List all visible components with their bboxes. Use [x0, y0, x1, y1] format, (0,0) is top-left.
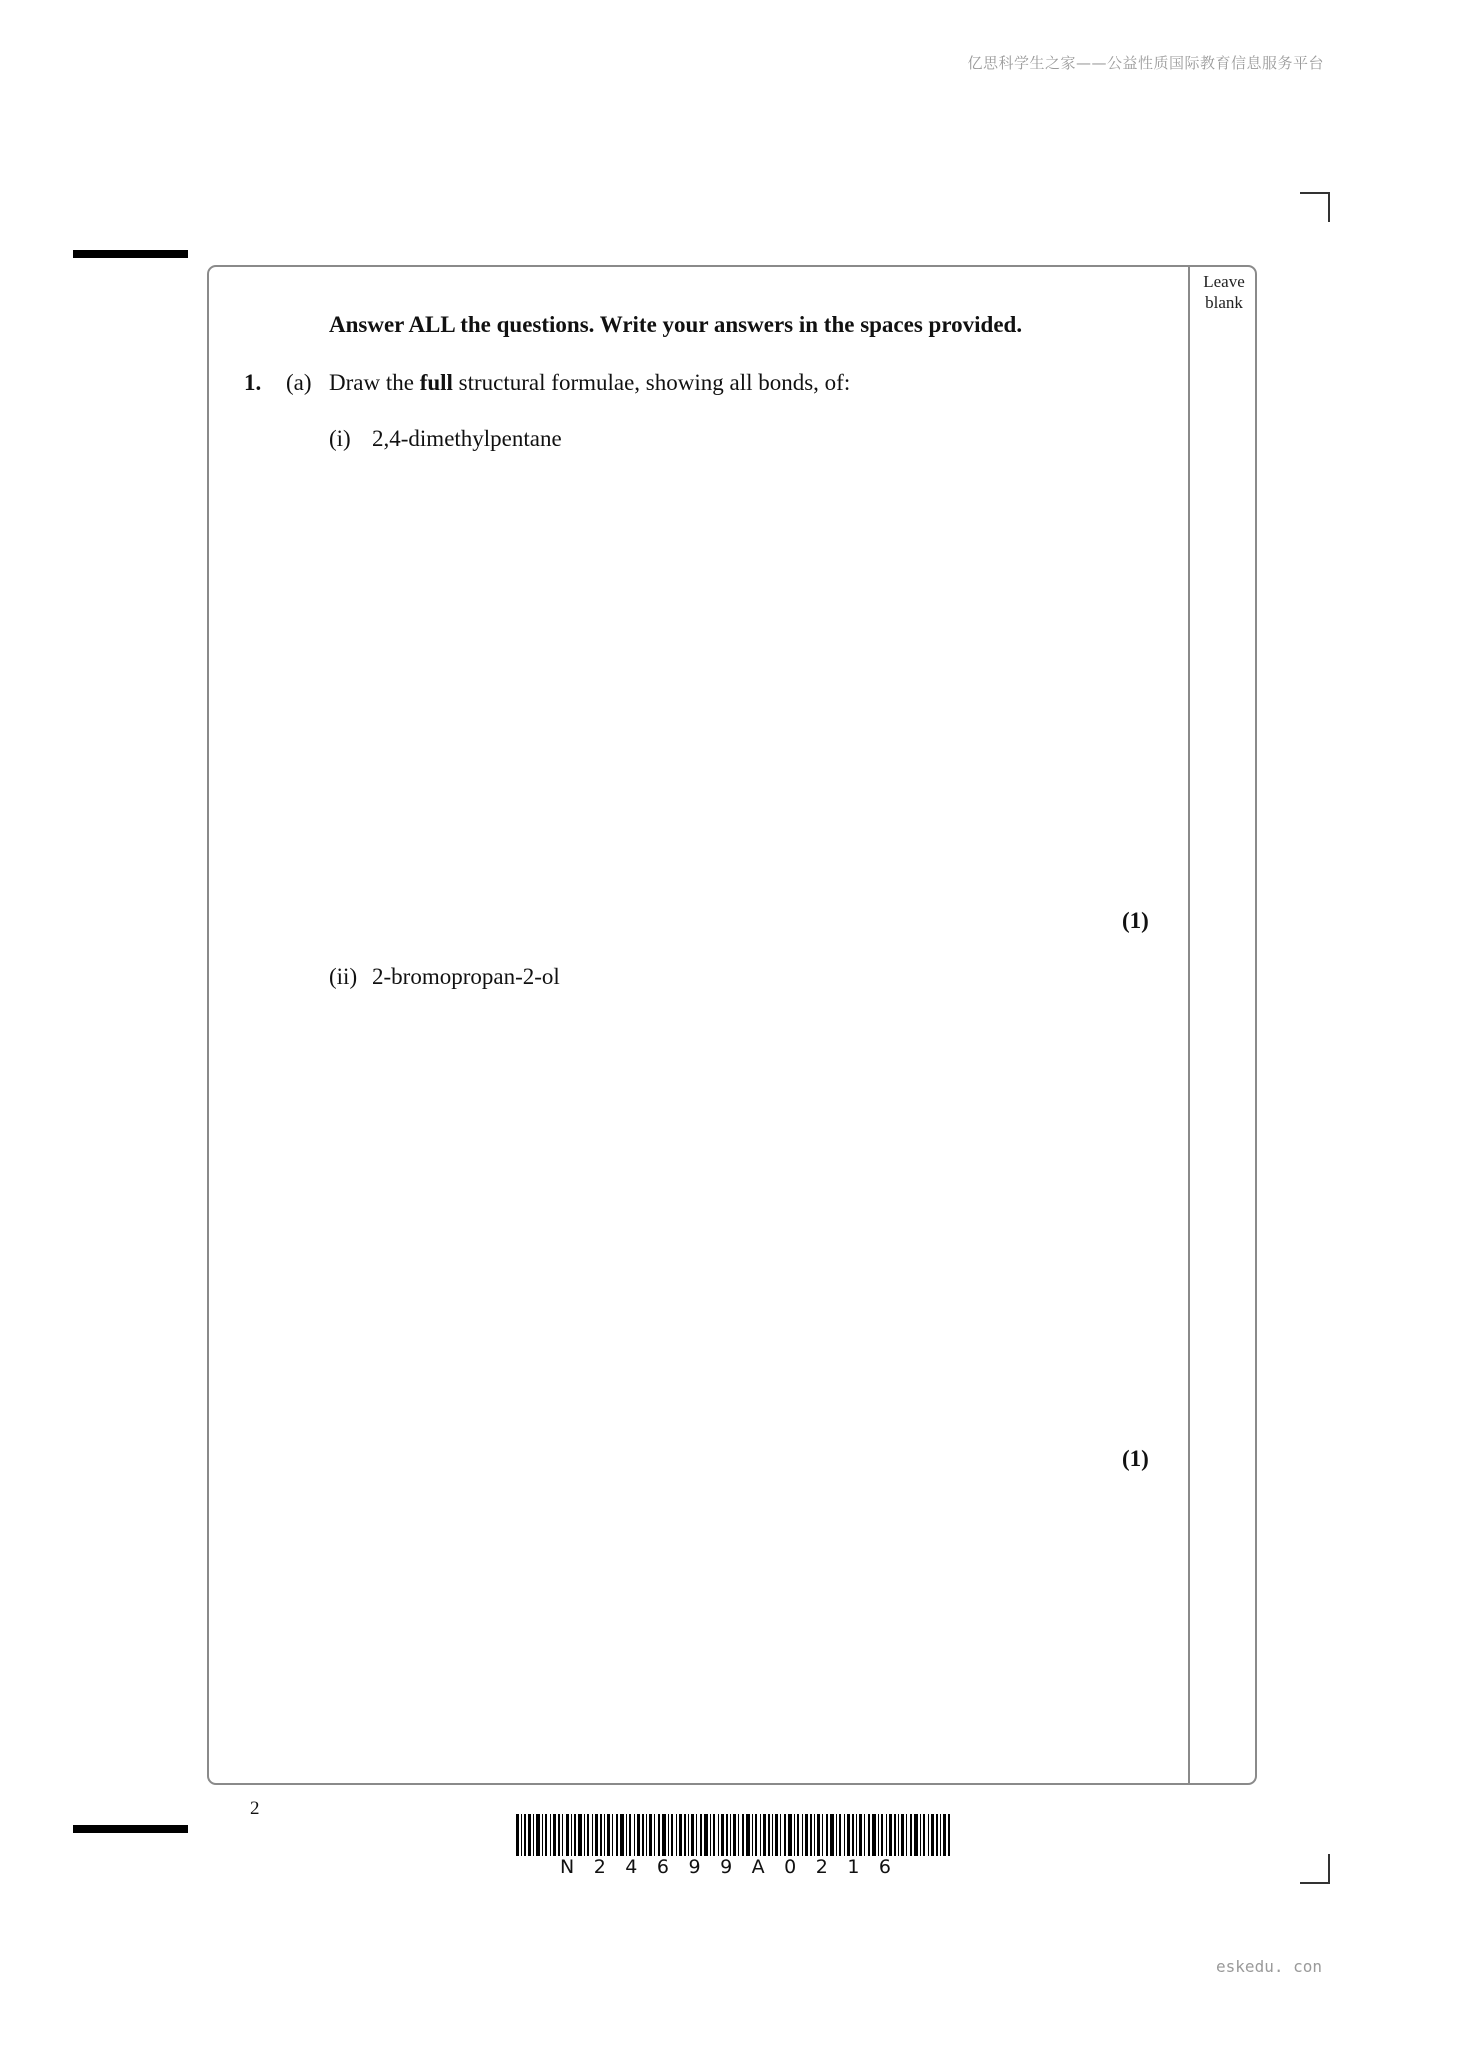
subpart-i-text: 2,4-dimethylpentane — [372, 426, 562, 451]
leave-blank-column-divider — [1188, 265, 1190, 1785]
question-number: 1. — [244, 370, 262, 395]
crop-mark-top-right-h — [1300, 192, 1330, 194]
registration-bar-top — [73, 250, 188, 258]
header-watermark: 亿思科学生之家——公益性质国际教育信息服务平台 — [967, 54, 1324, 72]
subpart-i-marks: (1) — [1122, 908, 1149, 933]
crop-mark-top-right-v — [1328, 192, 1330, 222]
crop-mark-bottom-right-h — [1300, 1882, 1330, 1884]
question-stem-text: Draw the — [329, 370, 420, 395]
subpart-i-label: (i) — [329, 426, 351, 451]
subpart-ii-label: (ii) — [329, 964, 358, 989]
footer-watermark: eskedu. con — [1216, 1957, 1322, 1976]
subpart-ii-marks: (1) — [1122, 1446, 1149, 1471]
question-stem — [329, 370, 850, 396]
subpart-ii-text: 2-bromopropan-2-ol — [372, 964, 560, 989]
answer-space-i[interactable] — [329, 470, 1149, 890]
barcode-text: N24699A0216 — [560, 1856, 911, 1878]
question-stem-text-end: structural formulae, showing all bonds, of: — [452, 370, 851, 395]
answer-space-ii[interactable] — [329, 1008, 1149, 1428]
question-stem-emphasis: full — [419, 370, 453, 395]
crop-mark-bottom-right-v — [1328, 1854, 1330, 1884]
page-number: 2 — [250, 1798, 260, 1819]
leave-blank-label: Leave blank — [1203, 272, 1245, 312]
instructions: Answer ALL the questions. Write your answers in the spaces provided. — [329, 312, 1023, 337]
registration-bar-bottom — [73, 1825, 188, 1833]
barcode — [516, 1814, 950, 1856]
question-part-label: (a) — [286, 370, 312, 395]
